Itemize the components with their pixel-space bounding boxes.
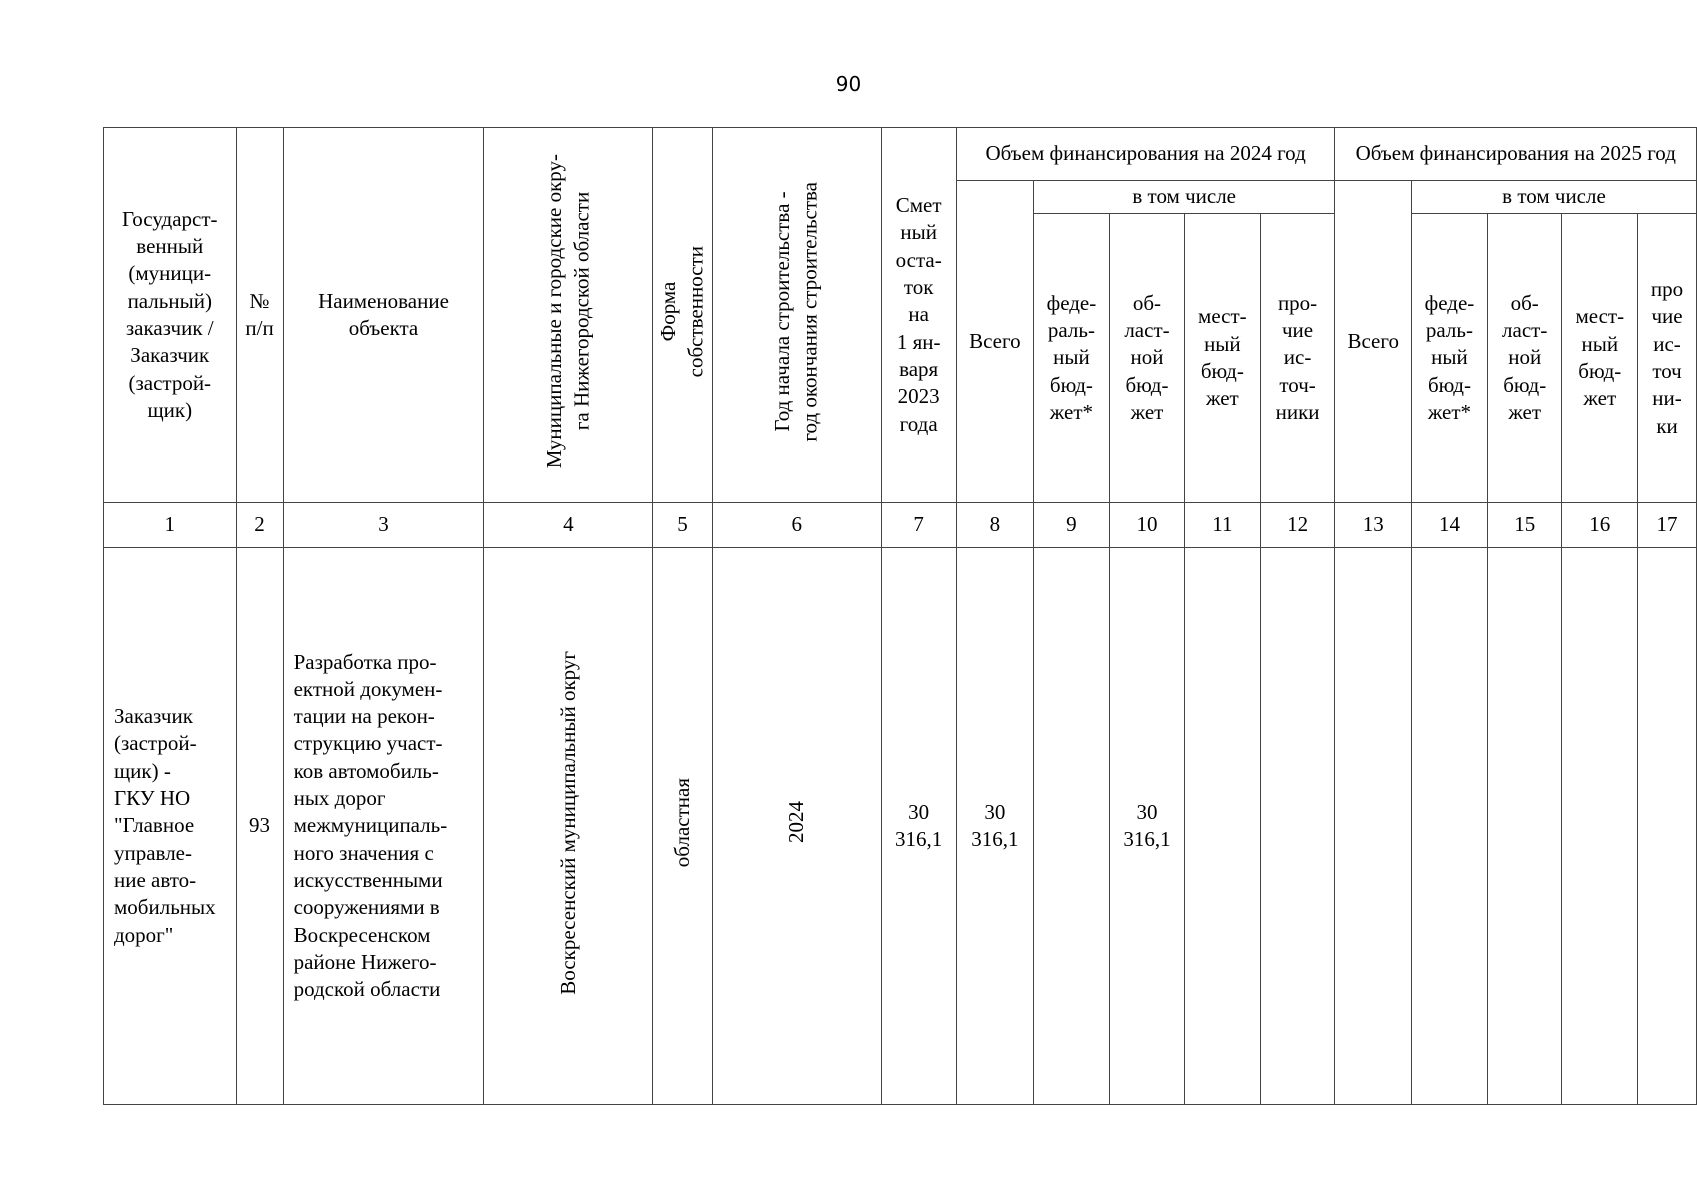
header-object-name: Наименование объекта xyxy=(283,128,484,503)
cell-ownership xyxy=(653,548,713,1105)
header-customer: Государст- венный (муници- пальный) заказчик / Заказчик (застрой- щик) xyxy=(104,128,237,503)
header-oth-2024: про- чие ис- точ- ники xyxy=(1260,214,1335,503)
column-number: 4 xyxy=(484,503,653,548)
header-total-2024: Всего xyxy=(956,181,1033,503)
financing-table xyxy=(103,127,1697,1105)
header-loc-2025: мест- ный бюд- жет xyxy=(1562,214,1638,503)
cell-total-2025 xyxy=(1335,548,1412,1105)
column-number: 3 xyxy=(283,503,484,548)
cell-loc-2024 xyxy=(1185,548,1261,1105)
cell-district xyxy=(484,548,653,1105)
column-number: 1 xyxy=(104,503,237,548)
column-number: 17 xyxy=(1638,503,1697,548)
column-number: 13 xyxy=(1335,503,1412,548)
header-reg-2024: об- ласт- ной бюд- жет xyxy=(1109,214,1184,503)
column-number: 6 xyxy=(712,503,881,548)
header-districts xyxy=(484,128,653,503)
column-number: 9 xyxy=(1033,503,1109,548)
header-num: № п/п xyxy=(236,128,283,503)
column-number: 7 xyxy=(881,503,956,548)
header-fed-2024: феде- раль- ный бюд- жет* xyxy=(1033,214,1109,503)
column-number: 16 xyxy=(1562,503,1638,548)
header-reg-2025: об- ласт- ной бюд- жет xyxy=(1487,214,1562,503)
column-number: 15 xyxy=(1487,503,1562,548)
cell-fed-2024 xyxy=(1033,548,1109,1105)
header-oth-2025: про чие ис- точ ни- ки xyxy=(1638,214,1697,503)
header-estimate: Смет ный оста- ток на 1 ян- варя 2023 года xyxy=(881,128,956,503)
header-ownership-text: Форма собственности xyxy=(656,245,708,378)
header-incl-2024: в том числе xyxy=(1033,181,1335,214)
column-number: 5 xyxy=(653,503,713,548)
header-fin-2025: Объем финансирования на 2025 год xyxy=(1335,128,1697,181)
table-row xyxy=(104,548,1697,1105)
column-number: 11 xyxy=(1185,503,1261,548)
cell-ownership-text: областная xyxy=(669,777,694,867)
header-fed-2025: феде- раль- ный бюд- жет* xyxy=(1411,214,1487,503)
header-row-1 xyxy=(104,128,1697,181)
column-number: 12 xyxy=(1260,503,1335,548)
page-number: 90 xyxy=(835,72,862,96)
cell-loc-2025 xyxy=(1562,548,1638,1105)
cell-num: 93 xyxy=(236,548,283,1105)
cell-years-text: 2024 xyxy=(784,801,809,844)
header-years-text: Год начала строительства - год окончания строительства xyxy=(770,181,822,442)
header-incl-2025: в том числе xyxy=(1411,181,1696,214)
column-number: 8 xyxy=(956,503,1033,548)
column-number: 2 xyxy=(236,503,283,548)
cell-oth-2025 xyxy=(1638,548,1697,1105)
cell-district-text: Воскресенский муниципальный округ xyxy=(555,650,580,995)
cell-object-name: Разработка про- ектной докумен- тации на рекон- струкцию участ- ков автомобиль- ных дорог межмуниципаль- ного значения с искусственными сооружениями в Воскресенском районе Нижего- родской области xyxy=(283,548,484,1105)
cell-fed-2025 xyxy=(1411,548,1487,1105)
header-total-2025: Всего xyxy=(1335,181,1412,503)
column-number: 14 xyxy=(1411,503,1487,548)
header-ownership xyxy=(653,128,713,503)
column-number: 10 xyxy=(1109,503,1184,548)
cell-oth-2024 xyxy=(1260,548,1335,1105)
header-loc-2024: мест- ный бюд- жет xyxy=(1185,214,1261,503)
header-districts-text: Муниципальные и городские окру- га Нижегородской области xyxy=(542,154,594,469)
cell-estimate: 30 316,1 xyxy=(881,548,956,1105)
cell-reg-2024: 30 316,1 xyxy=(1109,548,1184,1105)
cell-reg-2025 xyxy=(1487,548,1562,1105)
cell-years xyxy=(712,548,881,1105)
cell-customer: Заказчик (застрой- щик) - ГКУ НО "Главное управле- ние авто- мобильных дорог" xyxy=(104,548,237,1105)
header-years xyxy=(712,128,881,503)
header-fin-2024: Объем финансирования на 2024 год xyxy=(956,128,1335,181)
column-number-row xyxy=(104,503,1697,548)
cell-total-2024: 30 316,1 xyxy=(956,548,1033,1105)
